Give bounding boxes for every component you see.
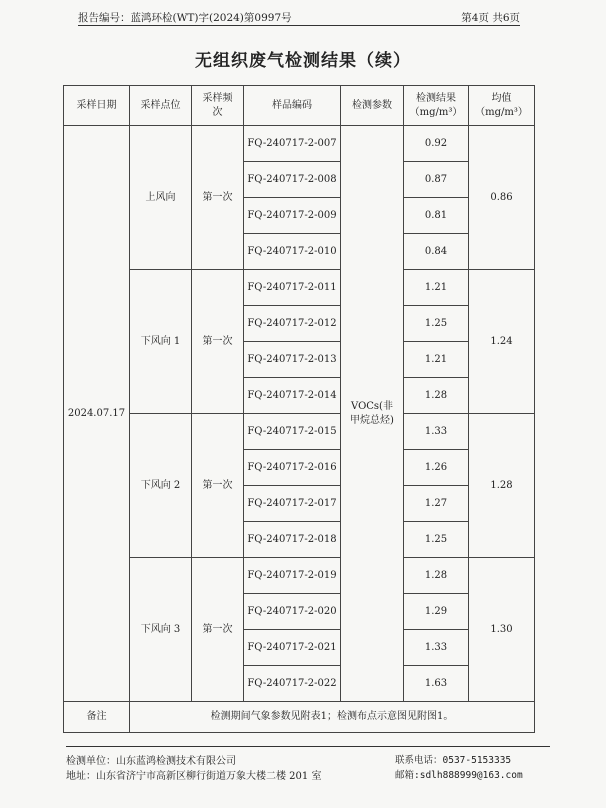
- sample-id-cell: FQ-240717-2-022: [244, 666, 341, 702]
- sampling-point-cell: 下风向 3: [130, 558, 192, 702]
- header-point: 采样点位: [130, 86, 192, 126]
- results-table: [63, 85, 535, 733]
- sample-id-cell: FQ-240717-2-007: [244, 126, 341, 162]
- sampling-freq-cell: 第一次: [192, 558, 244, 702]
- sampling-freq-cell: 第一次: [192, 270, 244, 414]
- sample-id-cell: FQ-240717-2-017: [244, 486, 341, 522]
- header-sample-id: 样品编码: [244, 86, 341, 126]
- sample-id-cell: FQ-240717-2-011: [244, 270, 341, 306]
- note-row: [64, 702, 535, 733]
- test-param-cell: [341, 126, 404, 702]
- page-title: 无组织废气检测结果（续）: [195, 51, 411, 71]
- sampling-freq-cell: 第一次: [192, 414, 244, 558]
- result-value-cell: 1.28: [404, 378, 469, 414]
- sample-id-cell: FQ-240717-2-018: [244, 522, 341, 558]
- table-row: [64, 558, 535, 594]
- result-value-cell: 1.63: [404, 666, 469, 702]
- sample-id-cell: FQ-240717-2-020: [244, 594, 341, 630]
- result-value-cell: 1.25: [404, 522, 469, 558]
- result-value-cell: 0.81: [404, 198, 469, 234]
- result-value-cell: 1.25: [404, 306, 469, 342]
- sampling-point-cell: 上风向: [130, 126, 192, 270]
- header-average: 均值（mg/m³）: [469, 86, 535, 126]
- sample-id-cell: FQ-240717-2-010: [244, 234, 341, 270]
- average-value-cell: 1.28: [469, 414, 535, 558]
- sample-id-cell: FQ-240717-2-019: [244, 558, 341, 594]
- result-value-cell: 1.27: [404, 486, 469, 522]
- result-value-cell: 1.33: [404, 414, 469, 450]
- sampling-freq-cell: 第一次: [192, 126, 244, 270]
- sample-id-cell: FQ-240717-2-008: [244, 162, 341, 198]
- result-value-cell: 1.29: [404, 594, 469, 630]
- page-header: [78, 9, 520, 26]
- footer-address: 地址：山东省济宁市高新区柳行街道万象大楼二楼 201 室: [66, 771, 322, 782]
- sample-id-cell: FQ-240717-2-016: [244, 450, 341, 486]
- sample-id-cell: FQ-240717-2-012: [244, 306, 341, 342]
- header-result: 检测结果（mg/m³）: [404, 86, 469, 126]
- header-param: 检测参数: [341, 86, 404, 126]
- sample-id-cell: FQ-240717-2-009: [244, 198, 341, 234]
- table-row: [64, 414, 535, 450]
- table-row: [64, 270, 535, 306]
- result-value-cell: 1.26: [404, 450, 469, 486]
- sampling-point-cell: 下风向 2: [130, 414, 192, 558]
- average-value-cell: 0.86: [469, 126, 535, 270]
- note-label-cell: 备注: [64, 702, 130, 733]
- average-value-cell: 1.30: [469, 558, 535, 702]
- sampling-date-cell: 2024.07.17: [64, 126, 130, 702]
- sample-id-cell: FQ-240717-2-015: [244, 414, 341, 450]
- result-value-cell: 1.33: [404, 630, 469, 666]
- report-number: 报告编号：蓝鸿环检(WT)字(2024)第0997号: [78, 12, 292, 24]
- note-text-cell: 检测期间气象参数见附表1；检测布点示意图见附图1。: [130, 702, 535, 733]
- header-freq: 采样频次: [192, 86, 244, 126]
- result-value-cell: 0.84: [404, 234, 469, 270]
- footer-email: 邮箱:sdlh888999@163.com: [395, 770, 523, 781]
- footer-divider: [66, 746, 550, 747]
- header-date: 采样日期: [64, 86, 130, 126]
- page-info: 第4页 共6页: [461, 12, 520, 24]
- footer-unit: 检测单位：山东蓝鸿检测技术有限公司: [66, 756, 236, 767]
- result-value-cell: 0.87: [404, 162, 469, 198]
- result-value-cell: 1.21: [404, 270, 469, 306]
- average-value-cell: 1.24: [469, 270, 535, 414]
- table-row: [64, 126, 535, 162]
- result-value-cell: 1.28: [404, 558, 469, 594]
- sample-id-cell: FQ-240717-2-014: [244, 378, 341, 414]
- sample-id-cell: FQ-240717-2-013: [244, 342, 341, 378]
- result-value-cell: 1.21: [404, 342, 469, 378]
- test-param-text: VOCs(非甲烷总烃): [350, 400, 394, 426]
- footer-phone: 联系电话：0537-5153335: [395, 755, 512, 766]
- sampling-point-cell: 下风向 1: [130, 270, 192, 414]
- result-value-cell: 0.92: [404, 126, 469, 162]
- table-header-row: [64, 86, 535, 126]
- sample-id-cell: FQ-240717-2-021: [244, 630, 341, 666]
